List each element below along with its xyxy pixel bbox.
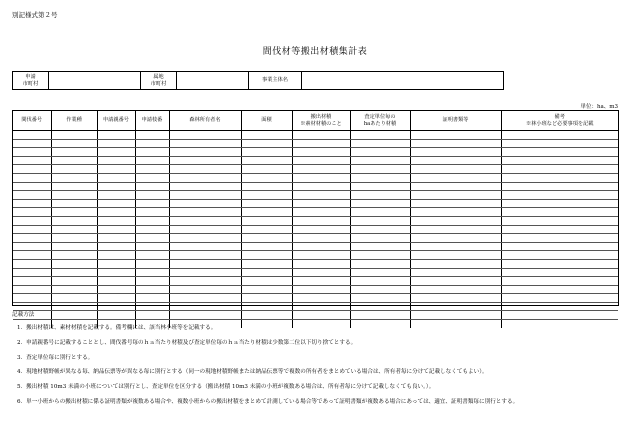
operator-label: 事業主体名 <box>249 72 302 89</box>
table-cell[interactable] <box>97 251 135 260</box>
column-header <box>501 111 618 131</box>
table-cell[interactable] <box>169 191 241 200</box>
table-cell[interactable] <box>241 285 292 294</box>
table-cell[interactable] <box>410 225 501 234</box>
table-cell[interactable] <box>13 173 51 182</box>
operator-field[interactable] <box>302 72 503 89</box>
table-cell[interactable] <box>13 139 51 148</box>
table-cell[interactable] <box>350 225 410 234</box>
table-row <box>13 277 618 286</box>
table-cell[interactable] <box>135 234 169 243</box>
table-cell[interactable] <box>169 234 241 243</box>
belonging-city-label-line2: 市町村 <box>150 80 167 87</box>
table-cell[interactable] <box>13 191 51 200</box>
table-cell[interactable] <box>13 285 51 294</box>
column-header-label: 申請枝番 <box>141 117 163 124</box>
table-cell[interactable] <box>135 208 169 217</box>
table-cell[interactable] <box>51 208 97 217</box>
timber-volume-table <box>12 110 619 306</box>
table-cell[interactable] <box>51 259 97 268</box>
table-cell[interactable] <box>51 131 97 140</box>
table-cell[interactable] <box>410 242 501 251</box>
column-header <box>241 111 292 131</box>
table-cell[interactable] <box>241 268 292 277</box>
table-cell[interactable] <box>350 148 410 157</box>
table-cell[interactable] <box>350 294 410 303</box>
table-cell[interactable] <box>501 320 618 328</box>
table-cell[interactable] <box>350 242 410 251</box>
table-cell[interactable] <box>241 259 292 268</box>
applicant-city-field[interactable] <box>49 72 141 89</box>
table-cell[interactable] <box>169 225 241 234</box>
table-cell[interactable] <box>51 173 97 182</box>
table-cell[interactable] <box>241 294 292 303</box>
table-cell[interactable] <box>13 277 51 286</box>
column-header <box>135 111 169 131</box>
table-cell[interactable] <box>135 139 169 148</box>
table-cell[interactable] <box>292 173 350 182</box>
column-header <box>169 111 241 131</box>
table-cell[interactable] <box>97 156 135 165</box>
table-header-row <box>13 111 618 131</box>
table-cell[interactable] <box>410 234 501 243</box>
table-cell[interactable] <box>135 268 169 277</box>
form-number: 別記様式第２号 <box>12 11 58 19</box>
table-cell[interactable] <box>13 199 51 208</box>
table-cell[interactable] <box>13 216 51 225</box>
table-cell[interactable] <box>241 199 292 208</box>
table-cell[interactable] <box>97 131 135 140</box>
table-cell[interactable] <box>410 294 501 303</box>
table-cell[interactable] <box>169 199 241 208</box>
table-cell[interactable] <box>241 251 292 260</box>
table-cell[interactable] <box>51 294 97 303</box>
table-cell[interactable] <box>501 294 618 303</box>
table-cell[interactable] <box>51 165 97 174</box>
table-row <box>13 148 618 157</box>
table-cell[interactable] <box>410 277 501 286</box>
belonging-city-field[interactable] <box>177 72 249 89</box>
table-cell[interactable] <box>97 165 135 174</box>
table-cell[interactable] <box>13 234 51 243</box>
table-row <box>13 234 618 243</box>
table-cell[interactable] <box>13 225 51 234</box>
table-cell[interactable] <box>292 182 350 191</box>
table-cell[interactable] <box>13 268 51 277</box>
table-row <box>13 199 618 208</box>
table-cell[interactable] <box>135 165 169 174</box>
table-cell[interactable] <box>292 199 350 208</box>
table-cell[interactable] <box>501 191 618 200</box>
table-cell[interactable] <box>292 165 350 174</box>
table-cell[interactable] <box>13 251 51 260</box>
table-cell[interactable] <box>169 131 241 140</box>
table-cell[interactable] <box>51 242 97 251</box>
table-cell[interactable] <box>292 208 350 217</box>
table-cell[interactable] <box>97 216 135 225</box>
table-cell[interactable] <box>350 182 410 191</box>
belonging-city-label <box>141 72 177 89</box>
table-cell[interactable] <box>97 199 135 208</box>
table-cell[interactable] <box>241 156 292 165</box>
table-row <box>13 216 618 225</box>
table-cell[interactable] <box>169 268 241 277</box>
column-header <box>410 111 501 131</box>
column-header-sublabel: ※林小班など必要事項を記載 <box>526 120 594 127</box>
table-row <box>13 225 618 234</box>
table-cell[interactable] <box>169 173 241 182</box>
table-cell[interactable] <box>169 208 241 217</box>
table-cell[interactable] <box>169 259 241 268</box>
table-cell[interactable] <box>241 131 292 140</box>
table-cell[interactable] <box>169 165 241 174</box>
table-row <box>13 285 618 294</box>
table-cell[interactable] <box>241 182 292 191</box>
table-cell[interactable] <box>241 139 292 148</box>
column-header <box>51 111 97 131</box>
table-cell[interactable] <box>501 173 618 182</box>
table-cell[interactable] <box>501 131 618 140</box>
table-cell[interactable] <box>501 182 618 191</box>
table-cell[interactable] <box>501 156 618 165</box>
table-cell[interactable] <box>169 251 241 260</box>
table-cell[interactable] <box>51 225 97 234</box>
table-cell[interactable] <box>135 148 169 157</box>
table-cell[interactable] <box>97 268 135 277</box>
table-cell[interactable] <box>241 234 292 243</box>
table-cell[interactable] <box>350 208 410 217</box>
table-cell[interactable] <box>97 182 135 191</box>
table-row <box>13 182 618 191</box>
table-row <box>13 294 618 303</box>
table-cell[interactable] <box>350 139 410 148</box>
table-cell[interactable] <box>13 259 51 268</box>
table-cell[interactable] <box>135 191 169 200</box>
table-cell[interactable] <box>241 191 292 200</box>
table-row <box>13 173 618 182</box>
table-cell[interactable] <box>292 225 350 234</box>
table-cell[interactable] <box>97 173 135 182</box>
table-cell[interactable] <box>410 165 501 174</box>
table-cell[interactable] <box>13 208 51 217</box>
table-cell[interactable] <box>97 234 135 243</box>
table-cell[interactable] <box>169 148 241 157</box>
table-cell[interactable] <box>410 156 501 165</box>
table-cell[interactable] <box>350 173 410 182</box>
table-cell[interactable] <box>350 234 410 243</box>
table-cell[interactable] <box>169 139 241 148</box>
table-cell[interactable] <box>501 234 618 243</box>
table-cell[interactable] <box>501 268 618 277</box>
table-cell[interactable] <box>410 199 501 208</box>
table-cell[interactable] <box>410 216 501 225</box>
table-cell[interactable] <box>135 199 169 208</box>
table-cell[interactable] <box>241 165 292 174</box>
table-cell[interactable] <box>169 242 241 251</box>
table-cell[interactable] <box>97 277 135 286</box>
table-cell[interactable] <box>169 156 241 165</box>
column-header-label: 面積 <box>261 117 272 124</box>
table-cell[interactable] <box>292 268 350 277</box>
table-cell[interactable] <box>169 294 241 303</box>
table-cell[interactable] <box>51 139 97 148</box>
table-row <box>13 268 618 277</box>
table-cell[interactable] <box>51 156 97 165</box>
table-cell[interactable] <box>135 173 169 182</box>
table-cell[interactable] <box>350 165 410 174</box>
header-info-box <box>12 71 504 90</box>
table-cell[interactable] <box>292 148 350 157</box>
table-row <box>13 242 618 251</box>
column-header <box>292 111 350 131</box>
column-header-label: 搬出材積 <box>310 114 332 120</box>
table-cell[interactable] <box>135 156 169 165</box>
table-cell[interactable] <box>135 277 169 286</box>
table-cell[interactable] <box>350 285 410 294</box>
column-header <box>97 111 135 131</box>
notes-list <box>12 323 518 405</box>
table-cell[interactable] <box>97 242 135 251</box>
table-cell[interactable] <box>13 182 51 191</box>
table-cell[interactable] <box>51 277 97 286</box>
table-cell[interactable] <box>501 139 618 148</box>
table-cell[interactable] <box>169 216 241 225</box>
table-cell[interactable] <box>501 165 618 174</box>
table-cell[interactable] <box>350 216 410 225</box>
table-cell[interactable] <box>13 156 51 165</box>
note-item: 4．現地材積野帳が異なる毎、納品伝票等が異なる毎に別行とする（同一の現地材積野帳または納品伝票等で複数の所有者をまとめている場合は、所有者毎に分けて記載しなくてもよい）。 <box>17 369 488 376</box>
table-cell[interactable] <box>51 234 97 243</box>
applicant-city-label-line2: 市町村 <box>22 80 39 87</box>
table-cell[interactable] <box>501 199 618 208</box>
note-item: 5．搬出材積 10m3 未満の小班については別行とし、査定単位を区分する（搬出材積 10m3 未満の小班が複数ある場合は、所有者毎に分けて記載しなくても良い。）。 <box>17 384 435 391</box>
applicant-city-label <box>13 72 49 89</box>
table-cell[interactable] <box>241 242 292 251</box>
column-header-sublabel: ※素材材積のこと <box>300 120 342 127</box>
table-cell[interactable] <box>241 173 292 182</box>
table-cell[interactable] <box>410 259 501 268</box>
table-cell[interactable] <box>51 191 97 200</box>
table-cell[interactable] <box>292 251 350 260</box>
table-cell[interactable] <box>135 251 169 260</box>
table-cell[interactable] <box>169 182 241 191</box>
table-cell[interactable] <box>350 191 410 200</box>
column-header-label: 森林所有者名 <box>189 117 221 124</box>
table-row <box>13 156 618 165</box>
table-cell[interactable] <box>350 251 410 260</box>
column-header-label: 申請親番号 <box>103 117 129 124</box>
table-cell[interactable] <box>292 234 350 243</box>
table-cell[interactable] <box>292 294 350 303</box>
table-cell[interactable] <box>13 165 51 174</box>
notes-section <box>12 310 518 412</box>
column-header-label: 査定単位毎の <box>364 114 396 120</box>
table-row <box>13 251 618 260</box>
table-cell[interactable] <box>135 259 169 268</box>
table-cell[interactable] <box>292 139 350 148</box>
table-cell[interactable] <box>501 302 618 311</box>
table-cell[interactable] <box>51 148 97 157</box>
table-row <box>13 165 618 174</box>
column-header-sublabel: haあたり材積 <box>363 120 397 127</box>
table-cell[interactable] <box>501 148 618 157</box>
table-cell[interactable] <box>410 285 501 294</box>
table-cell[interactable] <box>135 182 169 191</box>
table-cell[interactable] <box>241 148 292 157</box>
table-cell[interactable] <box>410 182 501 191</box>
notes-heading: 記載方法 <box>12 312 35 318</box>
table-cell[interactable] <box>292 242 350 251</box>
table-cell[interactable] <box>501 225 618 234</box>
table-cell[interactable] <box>51 199 97 208</box>
table-cell[interactable] <box>97 148 135 157</box>
table-cell[interactable] <box>501 251 618 260</box>
table-cell[interactable] <box>97 139 135 148</box>
table-cell[interactable] <box>350 199 410 208</box>
table-cell[interactable] <box>135 131 169 140</box>
table-cell[interactable] <box>501 311 618 320</box>
applicant-city-label-line1: 申請 <box>25 74 36 80</box>
table-cell[interactable] <box>135 225 169 234</box>
column-header-label: 作業種 <box>66 117 82 124</box>
table-cell[interactable] <box>241 208 292 217</box>
table-cell[interactable] <box>501 277 618 286</box>
table-cell[interactable] <box>410 173 501 182</box>
note-item: 2．申請親番号に記載することとし、間伐番号毎のｈａ当たり材積及び査定単位毎のｈａ当たり材積は少数第二位以下切り捨てとする。 <box>17 339 357 346</box>
table-cell[interactable] <box>51 251 97 260</box>
table-cell[interactable] <box>13 294 51 303</box>
table-cell[interactable] <box>13 148 51 157</box>
table-cell[interactable] <box>51 216 97 225</box>
table-row <box>13 131 618 140</box>
table-row <box>13 139 618 148</box>
table-cell[interactable] <box>135 285 169 294</box>
table-cell[interactable] <box>13 131 51 140</box>
table-cell[interactable] <box>350 156 410 165</box>
table-cell[interactable] <box>241 216 292 225</box>
table-cell[interactable] <box>410 148 501 157</box>
table-body <box>13 131 618 328</box>
table-cell[interactable] <box>292 131 350 140</box>
table-cell[interactable] <box>501 242 618 251</box>
table-cell[interactable] <box>410 251 501 260</box>
table-cell[interactable] <box>292 277 350 286</box>
table-cell[interactable] <box>97 259 135 268</box>
table-cell[interactable] <box>501 285 618 294</box>
table-row <box>13 191 618 200</box>
table-cell[interactable] <box>410 131 501 140</box>
table-cell[interactable] <box>241 225 292 234</box>
belonging-city-label-line1: 属地 <box>153 74 164 80</box>
table-row <box>13 208 618 217</box>
table-cell[interactable] <box>292 285 350 294</box>
column-header-label: 証明書類等 <box>442 117 469 124</box>
column-header-label: 備考 <box>554 114 565 120</box>
table-cell[interactable] <box>97 294 135 303</box>
table-cell[interactable] <box>501 259 618 268</box>
table-cell[interactable] <box>410 268 501 277</box>
table-cell[interactable] <box>51 285 97 294</box>
table-cell[interactable] <box>350 277 410 286</box>
table-cell[interactable] <box>410 139 501 148</box>
table-cell[interactable] <box>169 285 241 294</box>
table-cell[interactable] <box>97 208 135 217</box>
table-cell[interactable] <box>410 208 501 217</box>
table-cell[interactable] <box>97 285 135 294</box>
table-cell[interactable] <box>97 225 135 234</box>
table-cell[interactable] <box>501 216 618 225</box>
table-cell[interactable] <box>51 268 97 277</box>
table-cell[interactable] <box>135 216 169 225</box>
note-item: 1．搬出材積は、素材材積を記載する。備考欄には、該当林小班等を記載する。 <box>17 325 217 331</box>
table-cell[interactable] <box>135 242 169 251</box>
note-item: 6．単一小班からの搬出材積に係る証明書類が複数ある場合や、複数小班からの搬出材積をまとめて計測している場合等であって証明書類が複数ある場合にあっては、適宜、証明書類毎に別行とする。 <box>17 398 519 405</box>
table-cell[interactable] <box>135 294 169 303</box>
table-cell[interactable] <box>292 259 350 268</box>
document-title: 間伐材等搬出材積集計表 <box>262 47 368 57</box>
table-cell[interactable] <box>410 191 501 200</box>
table-cell[interactable] <box>501 208 618 217</box>
column-header <box>350 111 410 131</box>
note-item: 3．査定単位毎に別行とする。 <box>17 354 94 361</box>
table-cell[interactable] <box>51 182 97 191</box>
table-cell[interactable] <box>13 242 51 251</box>
table-row <box>13 259 618 268</box>
table-cell[interactable] <box>97 191 135 200</box>
table-cell[interactable] <box>241 277 292 286</box>
table-cell[interactable] <box>350 268 410 277</box>
table-cell[interactable] <box>292 191 350 200</box>
table-cell[interactable] <box>292 216 350 225</box>
table-cell[interactable] <box>292 156 350 165</box>
column-header-label: 間伐番号 <box>21 117 43 124</box>
unit-label: 単位：ha、m3 <box>580 104 618 110</box>
table-cell[interactable] <box>350 259 410 268</box>
table-cell[interactable] <box>169 277 241 286</box>
column-header <box>13 111 51 131</box>
table-cell[interactable] <box>350 131 410 140</box>
